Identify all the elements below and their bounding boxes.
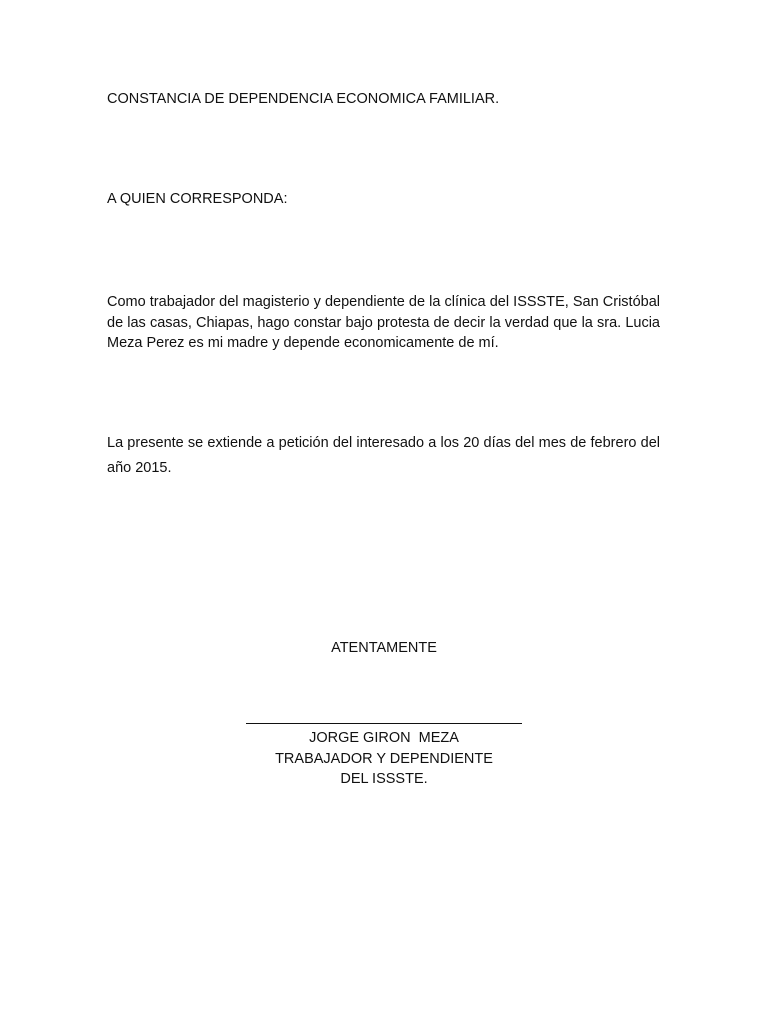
salutation: A QUIEN CORRESPONDA: <box>107 191 288 207</box>
signer-role-line-2: DEL ISSSTE. <box>340 771 428 787</box>
document-title: CONSTANCIA DE DEPENDENCIA ECONOMICA FAMILIAR. <box>107 91 500 107</box>
signature-line <box>246 723 522 724</box>
body-paragraph-declaration: Como trabajador del magisterio y dependiente de la clínica del ISSSTE, San Cristóbal de las casas, Chiapas, hago constar bajo protesta de decir la verdad que la sra. Lucia Meza Perez es mi madre y depende economicamente de mí. <box>107 294 660 352</box>
signer-name: JORGE GIRON MEZA <box>309 730 459 746</box>
body-paragraph-issuance: La presente se extiende a petición del interesado a los 20 días del mes de febrero del año 2015. <box>107 435 660 476</box>
signer-role-line-1: TRABAJADOR Y DEPENDIENTE <box>275 750 493 767</box>
closing: ATENTAMENTE <box>331 640 437 656</box>
signer-block <box>0 728 768 790</box>
